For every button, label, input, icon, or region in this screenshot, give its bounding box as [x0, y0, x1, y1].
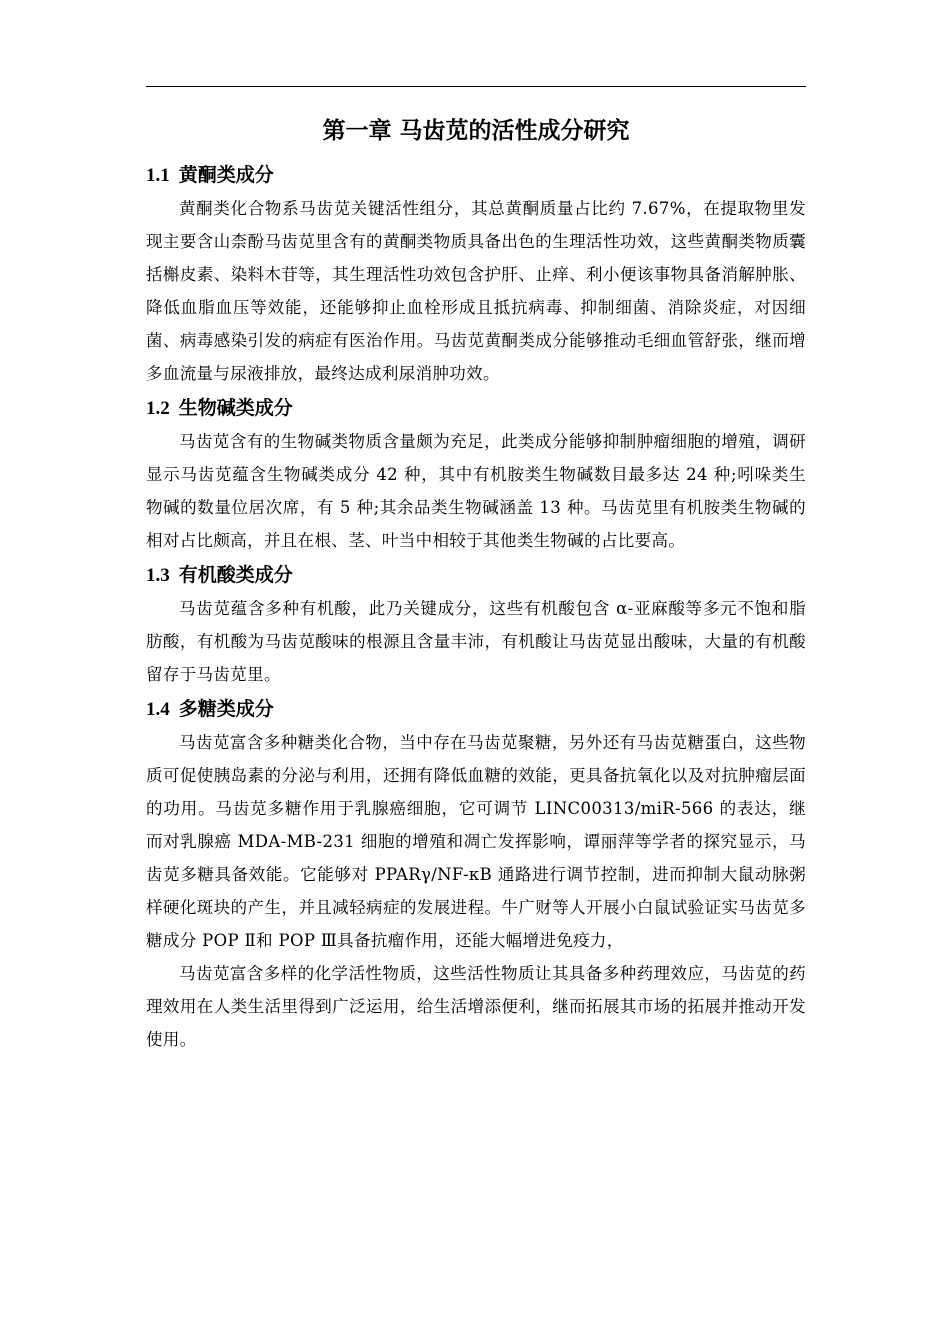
section-number: 1.3	[146, 565, 170, 586]
section-title: 生物碱类成分	[178, 397, 293, 419]
section-title: 有机酸类成分	[178, 564, 293, 586]
section-flavonoids	[146, 158, 806, 390]
section-title: 多糖类成分	[178, 698, 274, 720]
section-heading	[146, 391, 806, 425]
section-number: 1.2	[146, 398, 170, 419]
paragraph: 马齿苋含有的生物碱类物质含量颇为充足，此类成分能够抑制肿瘤细胞的增殖，调研显示马齿苋蕴含生物碱类成分 42 种，其中有机胺类生物碱数目最多达 24 种;吲哚类生物碱的数量位居次席，有 5 种;其余品类生物碱涵盖 13 种。马齿苋里有机胺类生物碱的相对占比颇高，并且在根、茎、叶当中相较于其他类生物碱的占比要高。	[146, 432, 806, 550]
chapter-title: 第一章 马齿苋的活性成分研究	[322, 118, 630, 144]
section-polysaccharides	[146, 692, 806, 1056]
section-heading	[146, 692, 806, 726]
paragraph: 马齿苋富含多种糖类化合物，当中存在马齿苋聚糖，另外还有马齿苋糖蛋白，这些物质可促使胰岛素的分泌与利用，还拥有降低血糖的效能，更具备抗氧化以及对抗肿瘤层面的功用。马齿苋多糖作用于乳腺癌细胞，它可调节 LINC00313/miR-566 的表达，继而对乳腺癌 MDA-MB-231 细胞的增殖和凋亡发挥影响，谭丽萍等学者的探究显示，马齿苋多糖具备效能。它能够对 PPARγ/NF-κB 通路进行调节控制，进而抑制大鼠动脉粥样硬化斑块的产生，并且减轻病症的发展进程。牛广财等人开展小白鼠试验证实马齿苋多糖成分 POP Ⅱ和 POP Ⅲ具备抗瘤作用，还能大幅增进免疫力，	[146, 733, 806, 950]
section-heading	[146, 158, 806, 192]
header-rule	[146, 86, 806, 87]
section-alkaloids	[146, 391, 806, 557]
section-number: 1.4	[146, 699, 170, 720]
section-heading	[146, 558, 806, 592]
paragraph: 马齿苋富含多样的化学活性物质，这些活性物质让其具备多种药理效应，马齿苋的药理效用在人类生活里得到广泛运用，给生活增添便利，继而拓展其市场的拓展并推动开发使用。	[146, 964, 806, 1049]
section-title: 黄酮类成分	[178, 164, 274, 186]
paragraph: 马齿苋蕴含多种有机酸，此乃关键成分，这些有机酸包含 α-亚麻酸等多元不饱和脂肪酸，有机酸为马齿苋酸味的根源且含量丰沛，有机酸让马齿苋显出酸味，大量的有机酸留存于马齿苋里。	[146, 599, 806, 684]
section-organic-acids	[146, 558, 806, 691]
paragraph: 黄酮类化合物系马齿苋关键活性组分，其总黄酮质量占比约 7.67%，在提取物里发现主要含山柰酚马齿苋里含有的黄酮类物质具备出色的生理活性功效，这些黄酮类物质囊括槲皮素、染料木苷等，其生理活性功效包含护肝、止痒、利小便该事物具备消解肿胀、降低血脂血压等效能，还能够抑止血栓形成且抵抗病毒、抑制细菌、消除炎症，对因细菌、病毒感染引发的病症有医治作用。马齿苋黄酮类成分能够推动毛细血管舒张，继而增多血流量与尿液排放，最终达成利尿消肿功效。	[146, 199, 806, 383]
chapter-body	[146, 158, 806, 1056]
section-number: 1.1	[146, 165, 170, 186]
